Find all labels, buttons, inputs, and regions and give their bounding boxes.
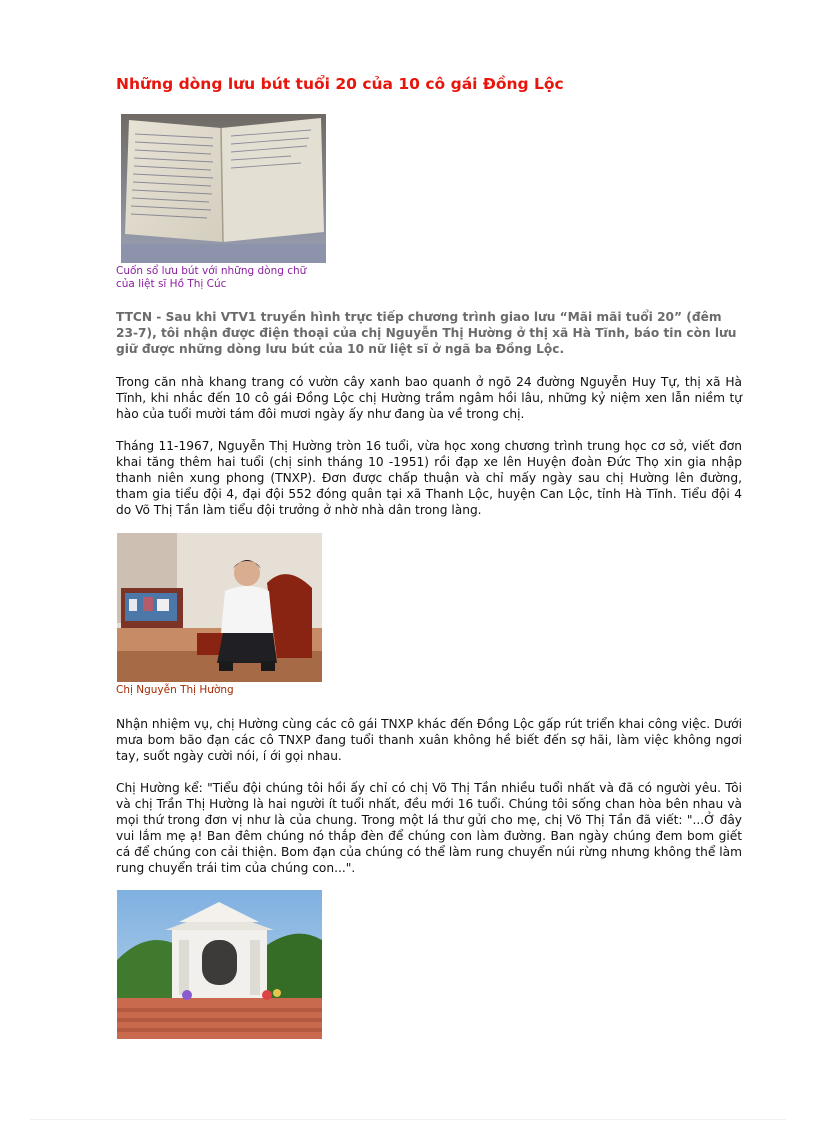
notebook-photo: [121, 114, 326, 263]
paragraph-1: Trong căn nhà khang trang có vườn cây xanh bao quanh ở ngõ 24 đường Nguyễn Huy Tự, thị xã Hà Tĩnh, khi nhắc đến 10 cô gái Đồng Lộc chị Hường trầm ngâm hồi lâu, những kỷ niệm xen lẫn niềm tự hào của tuổi mười tám đôi mươi ngày ấy như đang ùa về trong chị.: [116, 375, 742, 421]
memorial-shrine-photo-icon: [117, 890, 322, 1039]
woman-seated-photo-caption: Chị Nguyễn Thị Hường: [116, 684, 234, 696]
woman-seated-photo-icon: [117, 533, 322, 682]
article-lead: TTCN - Sau khi VTV1 truyền hình trực tiếp chương trình giao lưu “Mãi mãi tuổi 20” (đêm 23-7), tôi nhận được điện thoại của chị Nguyễn Thị Hường ở thị xã Hà Tĩnh, báo tin còn lưu giữ được những dòng lưu bút của 10 nữ liệt sĩ ở ngã ba Đồng Lộc.: [116, 310, 737, 356]
paragraph-2: Tháng 11-1967, Nguyễn Thị Hường tròn 16 tuổi, vừa học xong chương trình trung học cơ sở, viết đơn khai tăng thêm hai tuổi (chị sinh tháng 10 -1951) rồi đạp xe lên Huyện đoàn Đức Thọ xin gia nhập thanh niên xung phong (TNXP). Đơn được chấp thuận và chỉ mấy ngày sau chị Hường lên đường, tham gia tiểu đội 4, đại đội 552 đóng quân tại xã Thanh Lộc, huyện Can Lộc, tỉnh Hà Tĩnh. Tiểu đội 4 do Võ Thị Tần làm tiểu đội trưởng ở nhờ nhà dân trong làng.: [116, 439, 742, 517]
paragraph-3: Nhận nhiệm vụ, chị Hường cùng các cô gái TNXP khác đến Đồng Lộc gấp rút triển khai công việc. Dưới mưa bom bão đạn các cô TNXP đang tuổi thanh xuân không hề biết đến sợ hãi, làm việc không ngơi tay, suốt ngày cười nói, í ới gọi nhau.: [116, 717, 742, 763]
memorial-shrine-photo: [117, 890, 322, 1039]
article-title: Những dòng lưu bút tuổi 20 của 10 cô gái Đồng Lộc: [116, 75, 564, 93]
woman-seated-photo: [117, 533, 322, 682]
page-bottom-border: [30, 1119, 786, 1120]
paragraph-4: Chị Hường kể: "Tiểu đội chúng tôi hồi ấy chỉ có chị Võ Thị Tần nhiều tuổi nhất và đã có người yêu. Tôi và chị Trần Thị Hường là hai người ít tuổi nhất, đều mới 16 tuổi. Chúng tôi sống chan hòa bên nhau và mọi thứ trong đơn vị như là của chung. Trong một lá thư gửi cho mẹ, chị Võ Thị Tần đã viết: "...Ở đây vui lắm mẹ ạ! Ban đêm chúng nó thắp đèn để chúng con làm đường. Ban ngày chúng đem bom giết cá để chúng con cải thiện. Bom đạn của chúng có thể làm rung chuyển núi rừng nhưng không thể làm rung chuyển trái tim của chúng con...".: [116, 781, 742, 875]
notebook-photo-icon: [121, 114, 326, 263]
notebook-photo-caption: Cuốn sổ lưu bút với những dòng chữ của liệt sĩ Hồ Thị Cúc: [116, 265, 307, 290]
